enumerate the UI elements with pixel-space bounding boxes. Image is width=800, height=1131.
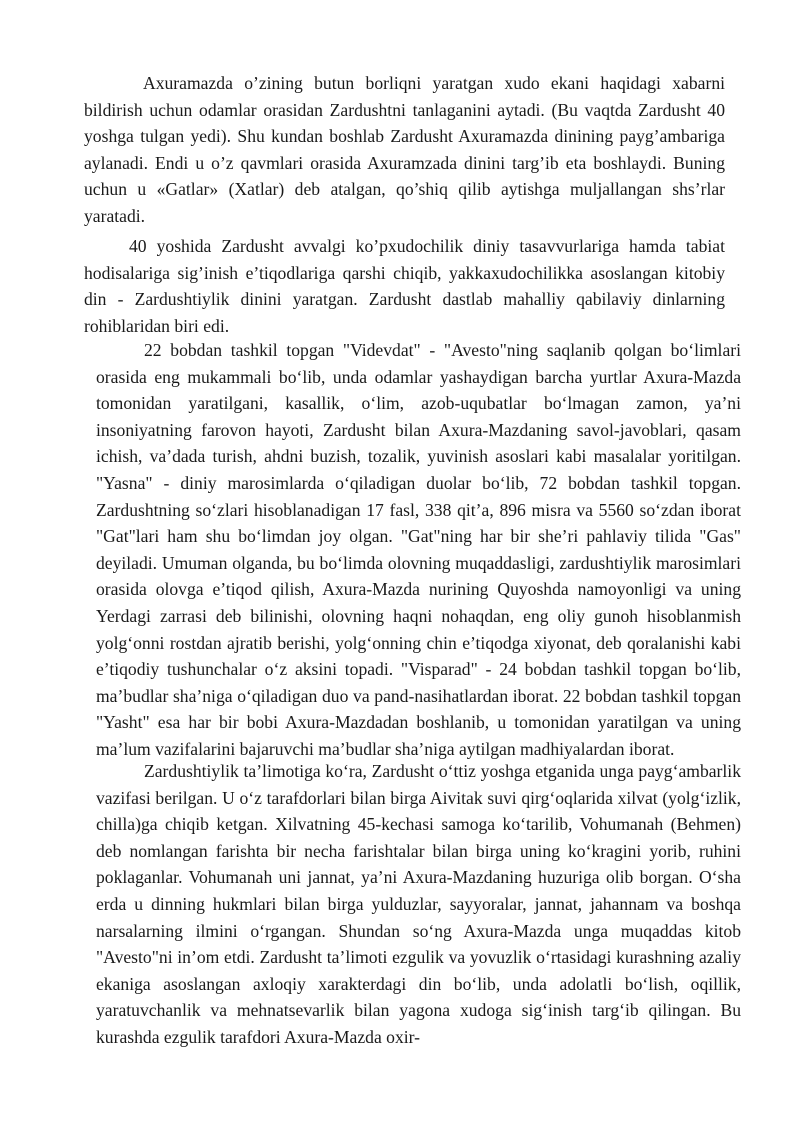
paragraph-axuramazda-chooses-zardusht: Axuramazda o’zining butun borliqni yaratgan xudo ekani haqidagi xabarni bildirish uchun odamlar orasidan Zardushtni tanlaganini aytadi. (Bu vaqtda Zardusht 40 yoshga tulgan yedi). Shu kundan boshlab Zardusht Axuramazda dinining payg’ambariga aylanadi. Endi u o’z qavmlari orasida Axuramzada dinini targ’ib eta boshlaydi. Buning uchun u «Gatlar» (Xatlar) deb atalgan, qo’shiq qilib aytishga muljallangan shs’rlar yaratadi.	[84, 73, 725, 226]
paragraph-zardusht-prophethood: Zardushtiylik ta’limotiga ko‘ra, Zardusht o‘ttiz yoshga etganida unga payg‘ambarlik vazifasi berilgan. U o‘z tarafdorlari bilan birga Aivitak suvi qirg‘oqlarida xilvat (yolg‘izlik, chilla)ga chiqib ketgan. Xilvatning 45-kechasi samoga ko‘tarilib, Vohumanah (Behmen) deb nomlangan farishta bir necha farishtalar bilan birga uning ko‘kragini yorib, ruhini poklaganlar. Vohumanah uni jannat, ya’ni Axura-Mazdaning huzuriga olib borgan. O‘sha erda u dinning hukmlari bilan birga yulduzlar, sayyoralar, jannat, jahannam va boshqa narsalarning ilmini o‘rgangan. Shundan so‘ng Axura-Mazda unga muqaddas kitob "Avesto"ni in’om etdi. Zardusht ta’limoti ezgulik va yovuzlik o‘rtasidagi kurashning azaliy ekaniga asoslangan axloqiy xarakterdagi din bo‘lib, unda adolatli bo‘lish, oqillik, yaratuvchanlik va mehnatsevarlik bilan yagona xudoga sig‘inish targ‘ib qilingan. Bu kurashda ezgulik tarafdori Axura-Mazda oxir-	[96, 761, 741, 1047]
paragraph-avesto-sections: 22 bobdan tashkil topgan "Videvdat" - "Avesto"ning saqlanib qolgan bo‘limlari orasida eng mukammali bo‘lib, unda odamlar yashaydigan barcha yurtlar Axura-Mazda tomonidan yaratilgani, kasallik, o‘lim, azob-uqubatlar bo‘lmagan zamon, ya’ni insoniyatning farovon hayoti, Zardusht bilan Axura-Mazdaning savol-javoblari, qasam ichish, va’dada turish, ahdni buzish, tozalik, yuvinish asoslari kabi masalalar yoritilgan. "Yasna" - diniy marosimlarda o‘qiladigan duolar bo‘lib, 72 bobdan tashkil topgan. Zardushtning so‘zlari hisoblanadigan 17 fasl, 338 qit’a, 896 misra va 5560 so‘zdan iborat "Gat"lari ham shu bo‘limdan joy olgan. "Gat"ning har bir she’ri pahlaviy tilida "Gas" deyiladi. Umuman olganda, bu bo‘limda olovning muqaddasligi, zardushtiylik marosimlari orasida olovga e’tiqod qilish, Axura-Mazda nurining Quyoshda namoyonligi va uning Yerdagi zarrasi deb bilinishi, olovning haqni nohaqdan, eng oliy gunoh hisoblanmish yolg‘onni rostdan ajratib berishi, yolg‘onning chin e’tiqodga xiyonat, deb qoralanishi kabi e’tiqodiy tushunchalar o‘z aksini topadi. "Visparad" - 24 bobdan tashkil topgan bo‘lib, ma’budlar sha’niga o‘qiladigan duo va pand-nasihatlardan iborat. 22 bobdan tashkil topgan "Yasht" esa har bir bobi Axura-Mazdadan boshlanib, u tomonidan yaratilgan va uning ma’lum vazifalarini bajaruvchi ma’budlar sha’niga aytilgan madhiyalardan iborat.	[96, 340, 741, 759]
paragraph-zardusht-founds-religion: 40 yoshida Zardusht avvalgi ko’pxudochilik diniy tasavvurlariga hamda tabiat hodisalariga sig’inish e’tiqodlariga qarshi chiqib, yakkaxudochilikka asoslangan kitobiy din - Zardushtiylik dinini yaratgan. Zardusht dastlab mahalliy qabilaviy dinlarning rohiblaridan biri edi.	[84, 236, 725, 336]
